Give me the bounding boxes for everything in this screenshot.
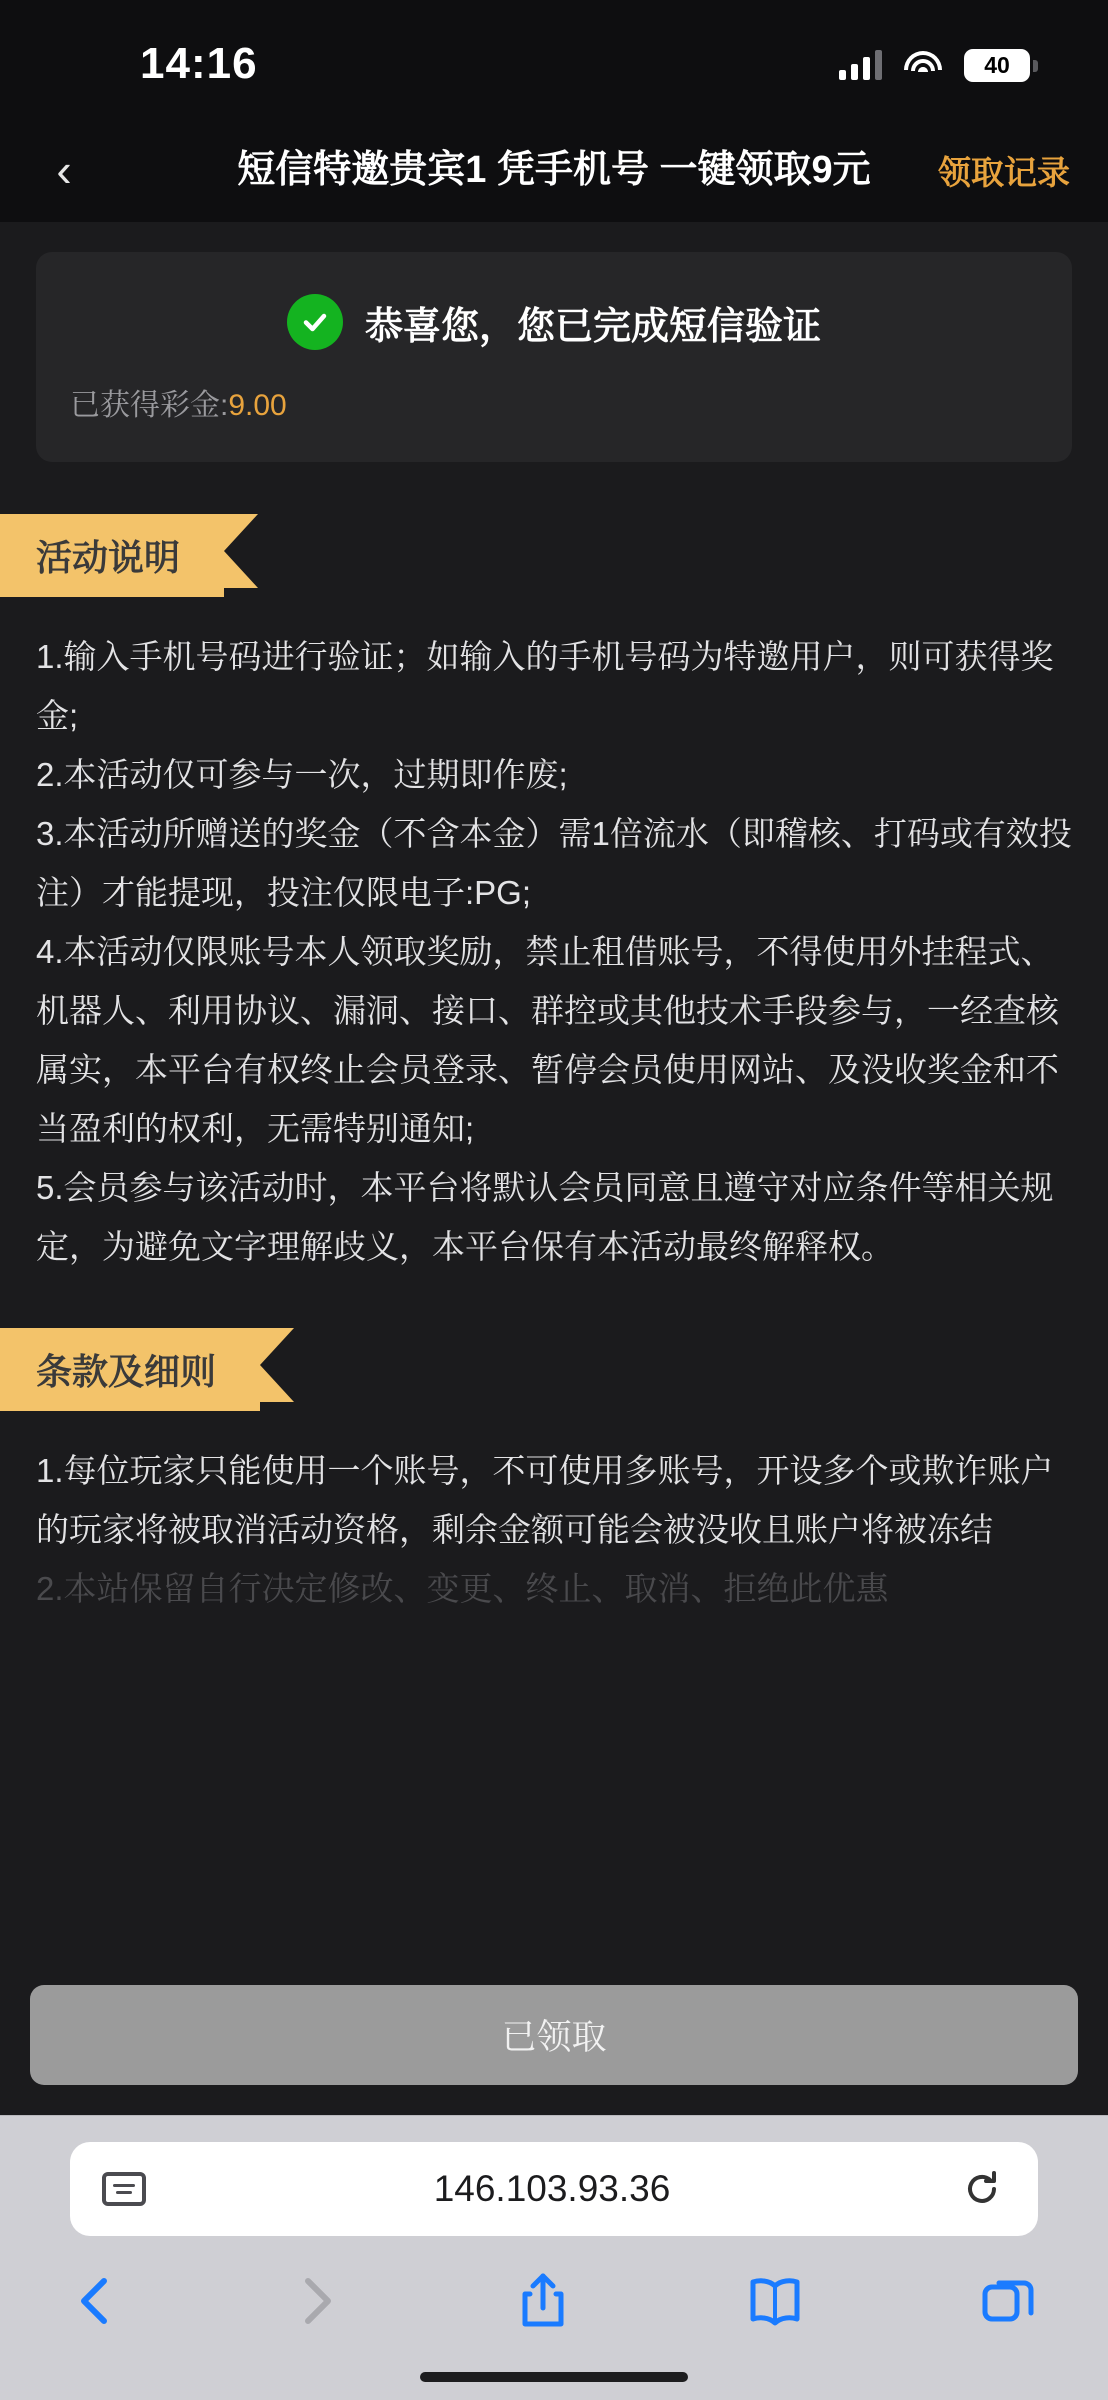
- browser-chrome: [0, 2115, 1108, 2400]
- terms-line: 1.每位玩家只能使用一个账号，不可使用多账号，开设多个或欺诈账户的玩家将被取消活动资格，剩余金额可能会被没收且账户将被冻结: [36, 1452, 1054, 1548]
- home-indicator: [420, 2372, 688, 2382]
- page-header: [0, 118, 1108, 222]
- url-text: 146.103.93.36: [433, 2168, 671, 2209]
- bookmarks-icon[interactable]: [746, 2273, 804, 2329]
- wifi-icon: [904, 51, 942, 79]
- share-icon[interactable]: [516, 2270, 570, 2332]
- browser-back-icon[interactable]: [72, 2273, 118, 2329]
- browser-toolbar: [0, 2236, 1108, 2342]
- address-bar[interactable]: [70, 2142, 1038, 2236]
- tabs-icon[interactable]: [980, 2273, 1036, 2329]
- status-time: 14:16: [140, 39, 258, 88]
- rule-line: 2.本活动仅可参与一次，过期即作废;: [36, 756, 568, 793]
- chevron-left-icon[interactable]: ‹: [56, 144, 72, 196]
- cellular-signal-icon: [839, 50, 882, 80]
- rule-line: 3.本活动所赠送的奖金（不含本金）需1倍流水（即稽核、打码或有效投注）才能提现，投注仅限电子:PG;: [36, 815, 1072, 911]
- section-body-activity-rules: [36, 627, 1072, 1276]
- claim-button[interactable]: 已领取: [30, 1985, 1078, 2085]
- browser-forward-icon: [294, 2273, 340, 2329]
- status-indicators: [839, 49, 1030, 82]
- rule-line: 4.本活动仅限账号本人领取奖励，禁止租借账号，不得使用外挂程式、机器人、利用协议、漏洞、接口、群控或其他技术手段参与，一经查核属实，本平台有权终止会员登录、暂停会员使用网站、及没收奖金和不当盈利的权利，无需特别通知;: [36, 933, 1059, 1147]
- bonus-amount-value: 9.00: [228, 389, 287, 422]
- verification-message: 恭喜您，您已完成短信验证: [364, 305, 821, 348]
- section-body-terms: [36, 1441, 1072, 1618]
- claim-records-link[interactable]: 领取记录: [938, 153, 1070, 191]
- section-title-activity-rules: 活动说明: [0, 514, 224, 597]
- bonus-amount-label: 已获得彩金:: [70, 389, 229, 422]
- battery-icon: [964, 49, 1030, 82]
- reader-view-icon[interactable]: [102, 2172, 146, 2206]
- verification-result-row: [70, 294, 1038, 350]
- check-circle-icon: [287, 294, 343, 350]
- status-bar: [0, 0, 1108, 118]
- verification-result-card: [36, 252, 1072, 462]
- url-row: [0, 2142, 1108, 2236]
- page-title: 短信特邀贵宾1 凭手机号 一键领取9元: [237, 149, 871, 191]
- reload-icon[interactable]: [958, 2165, 1006, 2213]
- section-title-terms: 条款及细则: [0, 1328, 260, 1411]
- cta-bar: [0, 1955, 1108, 2115]
- page-content: [0, 222, 1108, 2115]
- section-terms: [0, 1276, 1108, 1618]
- section-activity-rules: [0, 462, 1108, 1276]
- rule-line: 5.会员参与该活动时，本平台将默认会员同意且遵守对应条件等相关规定，为避免文字理解歧义，本平台保有本活动最终解释权。: [36, 1169, 1054, 1265]
- battery-level: 40: [984, 51, 1010, 78]
- bonus-amount-row: [70, 380, 1038, 424]
- rule-line: 1.输入手机号码进行验证；如输入的手机号码为特邀用户，则可获得奖金;: [36, 638, 1054, 734]
- terms-line: 2.本站保留自行决定修改、变更、终止、取消、拒绝此优惠: [36, 1570, 889, 1607]
